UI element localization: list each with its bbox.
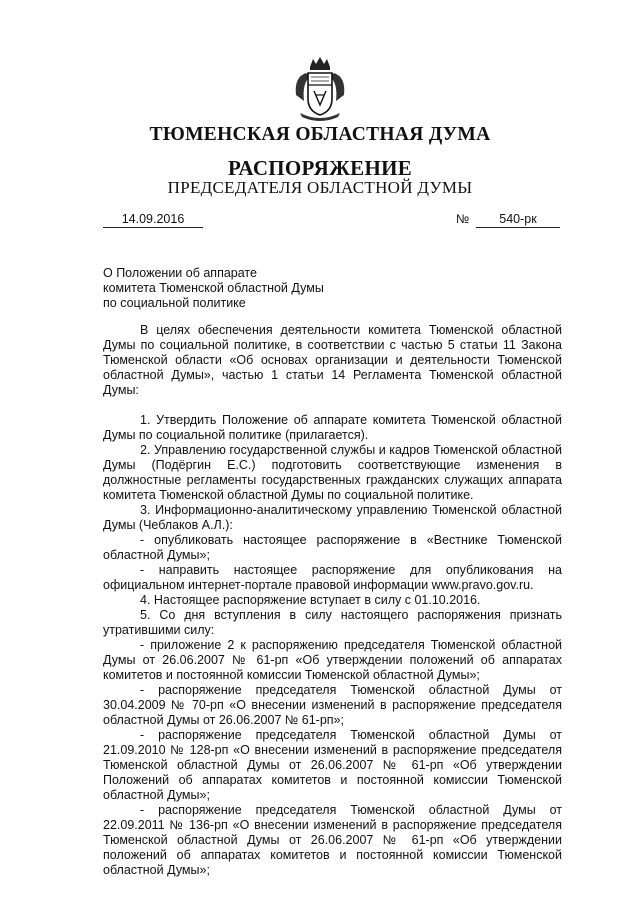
number-label: №: [456, 212, 470, 226]
subject-line: комитета Тюменской областной Думы: [103, 281, 324, 295]
subject-line: О Положении об аппарате: [103, 266, 257, 280]
body-paragraph: 5. Со дня вступления в силу настоящего распоряжения признать утратившими силу:: [103, 608, 562, 637]
body-paragraph: 1. Утвердить Положение об аппарате комитета Тюменской областной Думы по социальной политике (прилагается).: [103, 413, 562, 442]
document-body: [103, 323, 562, 878]
coat-of-arms-icon: [292, 55, 348, 125]
document-type: РАСПОРЯЖЕНИЕ: [227, 156, 413, 180]
body-paragraph: 2. Управлению государственной службы и кадров Тюменской областной Думы (Подёргин Е.С.) подготовить соответствующие изменения в должностные регламенты государственных гражданских служащих аппарата комитета Тюменской областной Думы по социальной политике.: [103, 443, 562, 502]
body-paragraph: - распоряжение председателя Тюменской областной Думы от 22.09.2011 № 136-рп «О внесении изменений в распоряжение председателя Тюменской областной Думы от 26.06.2007 № 61-рп «Об утверждении положений об аппаратах комитетов и постоянной комиссии Тюменской областной Думы»;: [103, 803, 562, 877]
document-number: 540-рк: [476, 212, 560, 228]
document-subtitle: ПРЕДСЕДАТЕЛЯ ОБЛАСТНОЙ ДУМЫ: [167, 178, 473, 197]
body-paragraph: - приложение 2 к распоряжению председателя Тюменской областной Думы от 26.06.2007 № 61-рп «Об утверждении положений об аппаратах комитетов и постоянной комиссии Тюменской областной Думы»;: [103, 638, 562, 682]
body-paragraph: - направить настоящее распоряжение для опубликования на официальном интернет-портале правовой информации www.pravo.gov.ru.: [103, 563, 562, 592]
body-paragraph: - распоряжение председателя Тюменской областной Думы от 30.04.2009 № 70-рп «О внесении изменений в распоряжение председателя областной Думы от 26.06.2007 № 61-рп»;: [103, 683, 562, 727]
body-paragraph: 3. Информационно-аналитическому управлению Тюменской областной Думы (Чеблаков А.Л.):: [103, 503, 562, 532]
body-paragraph: - распоряжение председателя Тюменской областной Думы от 21.09.2010 № 128-рп «О внесении изменений в распоряжение председателя Тюменской областной Думы от 26.06.2007 № 61-рп «Об утверждении Положений об аппаратах комитетов и постоянной комиссии Тюменской областной Думы»;: [103, 728, 562, 802]
document-date: 14.09.2016: [103, 212, 203, 228]
body-paragraph: 4. Настоящее распоряжение вступает в силу с 01.10.2016.: [140, 593, 481, 607]
body-paragraph: - опубликовать настоящее распоряжение в «Вестнике Тюменской областной Думы»;: [103, 533, 562, 562]
preamble-paragraph: В целях обеспечения деятельности комитета Тюменской областной Думы по социальной политике, в соответствии с частью 5 статьи 11 Закона Тюменской области «Об основах организации и деятельности Тюменской областной Думы», частью 1 статьи 14 Регламента Тюменской областной Думы:: [103, 323, 562, 397]
document-subject: [103, 266, 403, 311]
subject-line: по социальной политике: [103, 296, 246, 310]
organization-title: ТЮМЕНСКАЯ ОБЛАСТНАЯ ДУМА: [149, 124, 491, 145]
